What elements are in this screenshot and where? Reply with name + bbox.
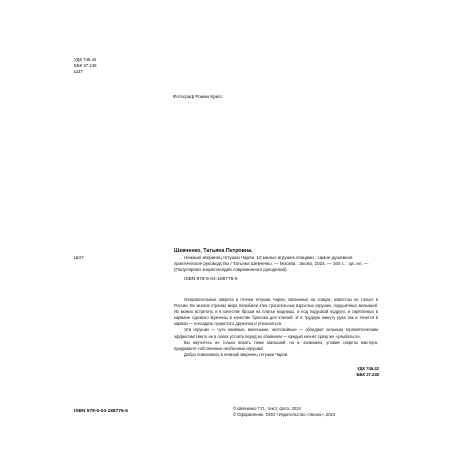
bottom-classification-codes [343, 366, 379, 378]
annotation-paragraph: Вы научитесь не только вязать таких малышей, но и, возможно, уловив секреты мастера, придумаете собственные необычные игрушки! [174, 339, 378, 351]
catalog-author: Шевченко, Татьяна Петровна. [174, 248, 253, 254]
udc-code: УДК 746.42 [74, 57, 97, 62]
top-classification-codes [74, 57, 134, 74]
annotation-paragraph: Добро пожаловать в нежный зверинец тетушки Чарли. [184, 351, 289, 357]
annotation [174, 297, 378, 358]
copyright-notices [233, 406, 403, 418]
udc-code-bottom: УДК 746.42 [357, 366, 379, 371]
catalog-isbn: ISBN 978-5-04-188776-6 [184, 276, 238, 282]
copyright-design: © Оформление. ООО «Издательство «Эксмо», 2024 [233, 412, 336, 418]
isbn-bottom: ISBN 978-5-04-188776-6 [74, 409, 128, 414]
bbk-code: ББК 37.248 [74, 62, 97, 68]
annotation-paragraph: Очаровательные зверята и птички тетушки Чарли, связанные на спицах, известны не только в России. Во многих странах мира полюбили этих трогательных взрослых игрушек, подушечных малышей. Их можно встретить и в качестве броши на платье модницы, и под подушкой подруги, и спрятанных в кармане сурового мужчины в качестве брелока для ключей. И в трудную минуту рука так и тянется в карман — погладить пушистого дружочка и успокоиться. [174, 297, 378, 327]
copyright-text: © Шевченко Т.П., текст, фото, 2024 [233, 406, 301, 411]
annotation-paragraph: Эти игрушки — чуть наивные, маленькие, неспокойные — обладают сильным терапевтическим эффектом! Никто не в силах устоять перед их обаянием — каждый начнет сразу же «улыбаться». [174, 327, 378, 339]
catalog-record [174, 248, 378, 282]
author-mark: Ш37 [74, 68, 83, 74]
photo-credit: Фотограф Роман Крисс [173, 94, 223, 99]
catalog-author-mark: Ш37 [74, 256, 84, 261]
catalog-entry: Нежный зверинец тетушки Чарли. 10 милых игрушек спицами : самое душевное практическое руководство / Татьяна Шевченко. — Москва : Эксмо, 2024. — 160 с. : цв. ил. — (Популярная энциклопедия современного рукоделия). [174, 254, 369, 272]
bbk-code-bottom: ББК 37.248 [356, 372, 379, 377]
